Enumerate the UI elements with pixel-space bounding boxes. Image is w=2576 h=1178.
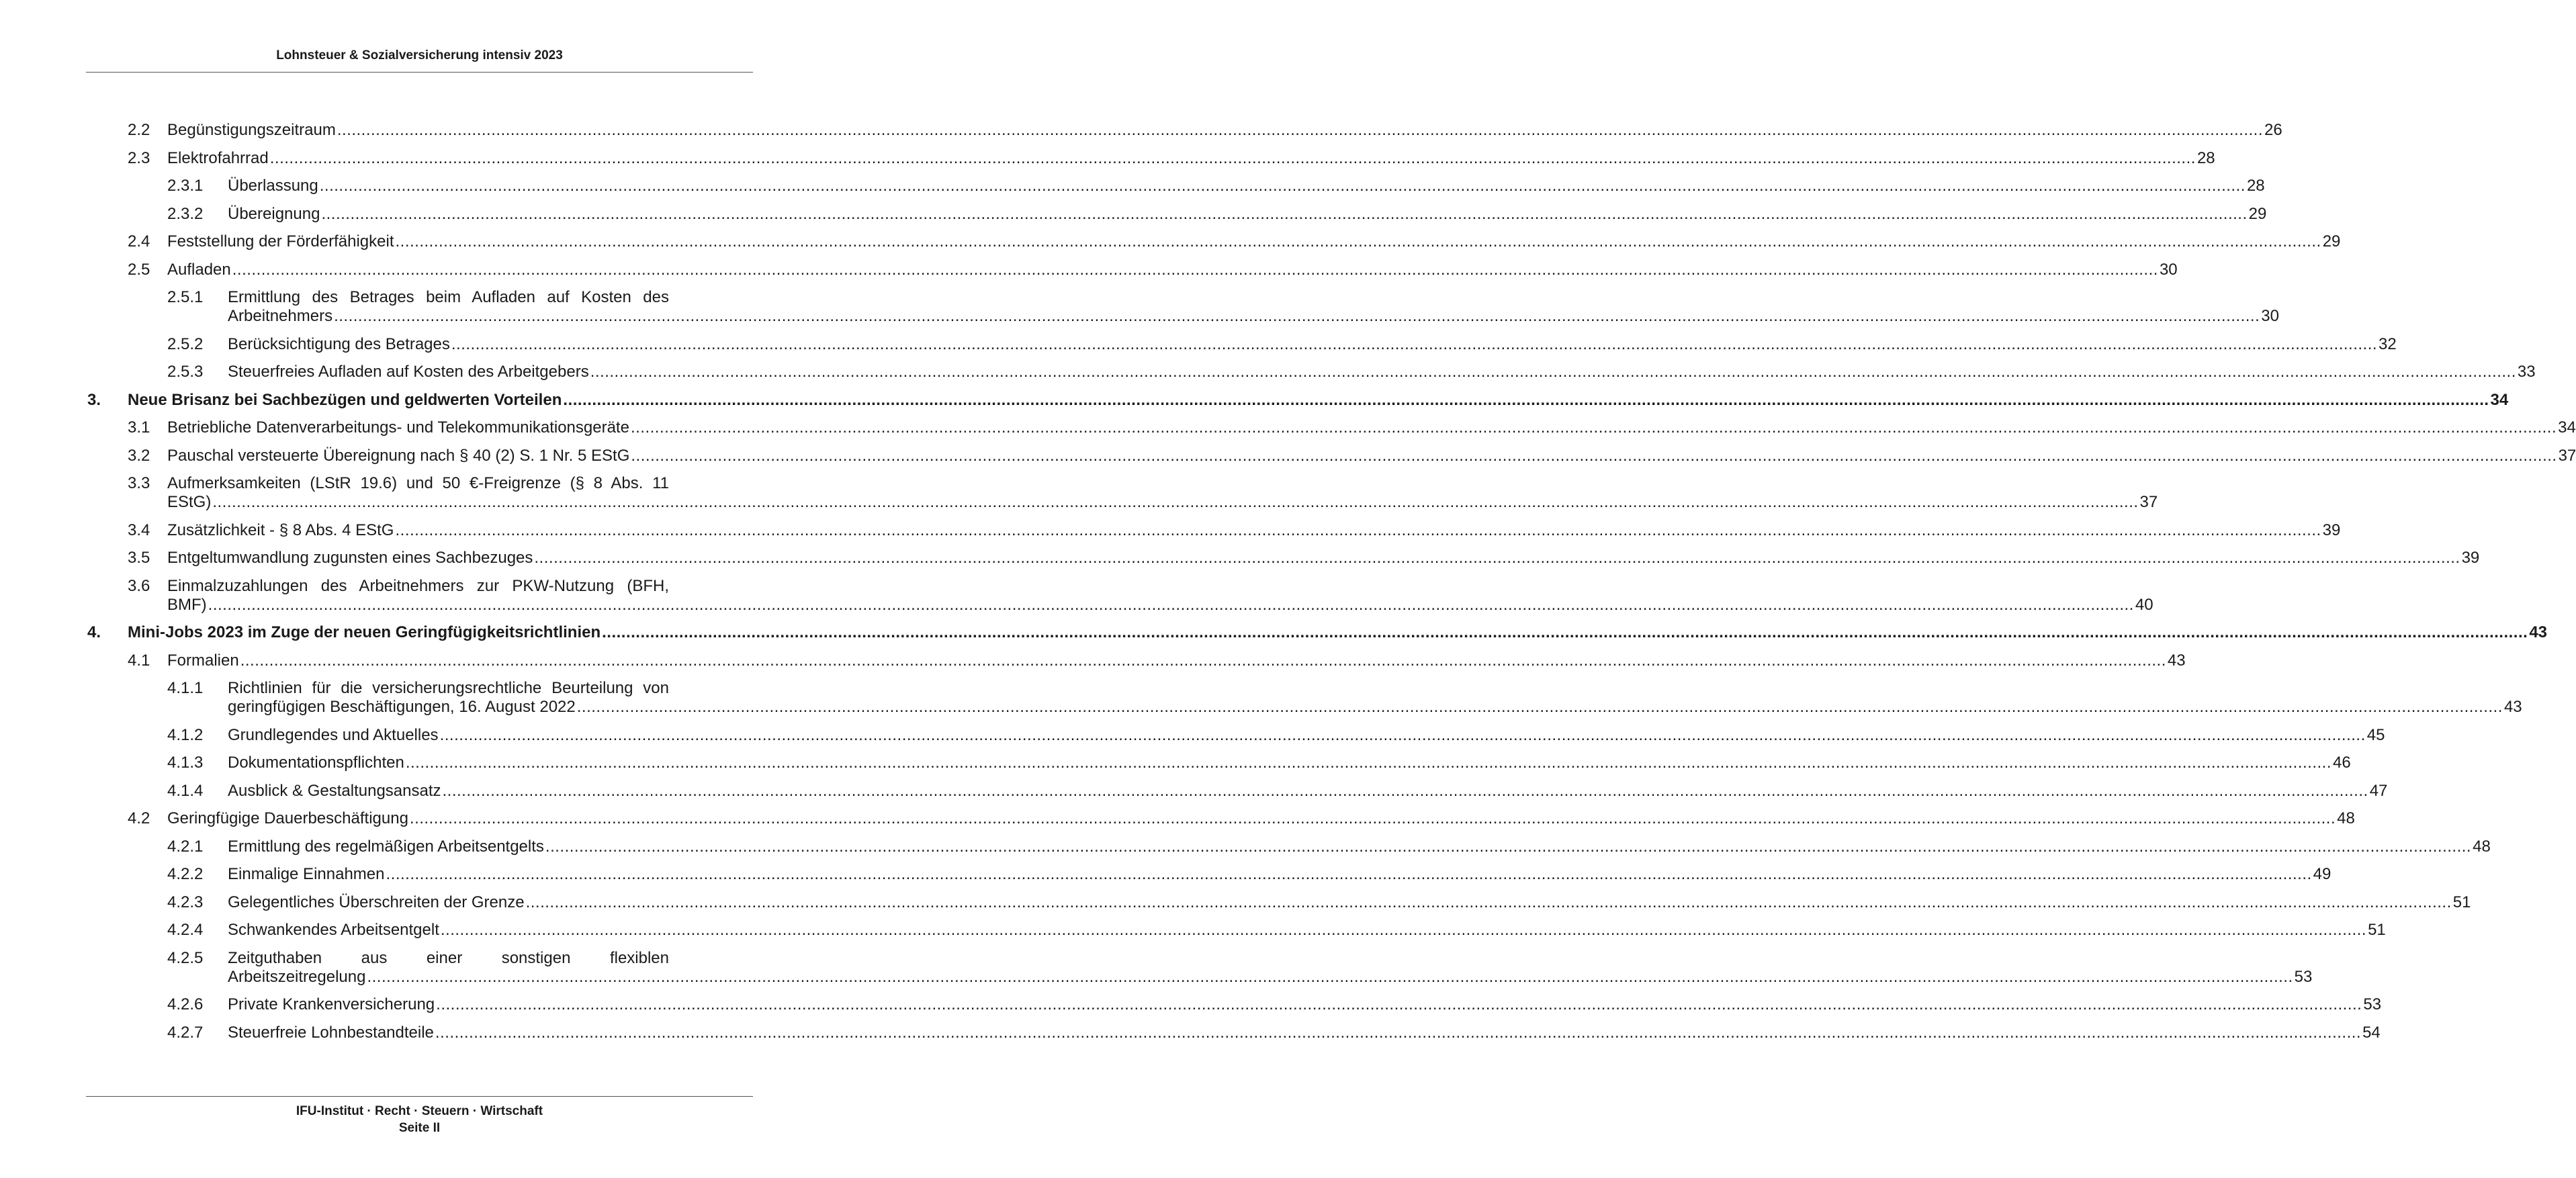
toc-dot-leader: ................................................................................................................................................................................................................................................................................................................................................................................................................ — [240, 651, 2166, 670]
toc-entry-title: Richtlinien für die versicherungsrechtliche Beurteilung von — [228, 679, 669, 697]
toc-entry-number: 4.2.1 — [167, 837, 204, 856]
toc-entry-number: 4.2.3 — [167, 893, 204, 911]
toc-entry-title-continued: BMF) — [167, 595, 207, 614]
toc-entry-page: 39 — [2322, 520, 2341, 539]
toc-entry-number: 4.2 — [128, 809, 150, 827]
toc-entry-page: 29 — [2322, 232, 2341, 251]
toc-entry-title: Zeitguthaben aus einer sonstigen flexiblen — [228, 948, 669, 967]
toc-entry-title: Entgeltumwandlung zugunsten eines Sachbezuges — [167, 549, 533, 567]
toc-dot-leader: ................................................................................................................................................................................................................................................................................................................................................................................................................ — [337, 121, 2264, 139]
toc-entry-number: 3.4 — [128, 520, 150, 539]
toc-entry-page: 47 — [2369, 781, 2388, 800]
toc-entry-title: Elektrofahrrad — [167, 148, 269, 167]
toc-dot-leader: ................................................................................................................................................................................................................................................................................................................................................................................................................ — [631, 446, 2557, 465]
toc-dot-leader: ................................................................................................................................................................................................................................................................................................................................................................................................................ — [212, 493, 2139, 511]
toc-dot-leader: ................................................................................................................................................................................................................................................................................................................................................................................................................ — [602, 623, 2528, 641]
toc-entry-number: 3.1 — [128, 418, 150, 437]
toc-entry-number: 3. — [87, 390, 101, 409]
toc-entry-page: 30 — [2261, 307, 2279, 325]
toc-entry-title: Steuerfreies Aufladen auf Kosten des Arbeitgebers — [228, 363, 589, 381]
toc-dot-leader: ................................................................................................................................................................................................................................................................................................................................................................................................................ — [442, 781, 2368, 800]
toc-entry-page: 49 — [2313, 865, 2331, 883]
toc-dot-leader: ................................................................................................................................................................................................................................................................................................................................................................................................................ — [395, 232, 2321, 251]
toc-entry-number: 4.2.4 — [167, 921, 204, 939]
toc-entry-title: Ausblick & Gestaltungsansatz — [228, 781, 441, 800]
toc-dot-leader: ................................................................................................................................................................................................................................................................................................................................................................................................................ — [232, 260, 2158, 279]
toc-entry-number: 4. — [87, 623, 101, 641]
toc-entry-number: 2.5.3 — [167, 363, 204, 381]
toc-dot-leader: ................................................................................................................................................................................................................................................................................................................................................................................................................ — [319, 177, 2246, 195]
toc-entry-title: Feststellung der Förderfähigkeit — [167, 232, 394, 251]
toc-entry-page: 43 — [2503, 698, 2522, 716]
toc-entry-title: Mini-Jobs 2023 im Zuge der neuen Geringfügigkeitsrichtlinien — [128, 623, 601, 641]
toc-dot-leader: ................................................................................................................................................................................................................................................................................................................................................................................................................ — [440, 921, 2367, 939]
toc-entry-page: 53 — [2363, 995, 2382, 1013]
toc-entry-number: 4.2.2 — [167, 865, 204, 883]
toc-entry-title: Ermittlung des regelmäßigen Arbeitsentgelts — [228, 837, 544, 856]
toc-entry-page: 51 — [2368, 921, 2386, 939]
toc-entry-title: Einmalige Einnahmen — [228, 865, 385, 883]
toc-dot-leader: ................................................................................................................................................................................................................................................................................................................................................................................................................ — [534, 549, 2460, 567]
toc-dot-leader: ................................................................................................................................................................................................................................................................................................................................................................................................................ — [386, 865, 2312, 883]
toc-dot-leader: ................................................................................................................................................................................................................................................................................................................................................................................................................ — [409, 809, 2336, 827]
toc-entry-page: 34 — [2558, 418, 2576, 437]
toc-dot-leader: ................................................................................................................................................................................................................................................................................................................................................................................................................ — [436, 995, 2362, 1013]
running-footer — [86, 1103, 753, 1136]
toc-entry-page: 40 — [2135, 595, 2153, 614]
toc-entry-title: Dokumentationspflichten — [228, 754, 404, 772]
toc-entry-page: 45 — [2366, 725, 2385, 744]
toc-entry-page: 46 — [2333, 754, 2351, 772]
toc-dot-leader: ................................................................................................................................................................................................................................................................................................................................................................................................................ — [590, 363, 2516, 381]
toc-entry-title: Private Krankenversicherung — [228, 995, 435, 1013]
running-header: Lohnsteuer & Sozialversicherung intensiv 2023 — [276, 48, 563, 62]
toc-entry-page: 54 — [2362, 1023, 2381, 1042]
toc-entry-title: Neue Brisanz bei Sachbezügen und geldwerten Vorteilen — [128, 390, 562, 409]
toc-entry-page: 48 — [2473, 837, 2491, 856]
toc-dot-leader: ................................................................................................................................................................................................................................................................................................................................................................................................................ — [451, 334, 2378, 353]
toc-entry-page: 51 — [2452, 893, 2471, 911]
toc-entry-title: Formalien — [167, 651, 239, 670]
toc-entry-title: Aufmerksamkeiten (LStR 19.6) und 50 €-Freigrenze (§ 8 Abs. 11 — [167, 474, 669, 492]
toc-entry-number: 2.2 — [128, 121, 150, 139]
toc-entry-title: Betriebliche Datenverarbeitungs- und Telekommunikationsgeräte — [167, 418, 629, 437]
toc-dot-leader: ................................................................................................................................................................................................................................................................................................................................................................................................................ — [576, 698, 2503, 716]
toc-dot-leader: ................................................................................................................................................................................................................................................................................................................................................................................................................ — [439, 725, 2366, 744]
toc-entry-page: 39 — [2461, 549, 2480, 567]
toc-entry-title: Überlassung — [228, 177, 318, 195]
toc-entry-number: 4.2.7 — [167, 1023, 204, 1042]
toc-entry-page: 33 — [2517, 363, 2536, 381]
toc-entry-page: 28 — [2246, 177, 2265, 195]
toc-dot-leader: ................................................................................................................................................................................................................................................................................................................................................................................................................ — [334, 307, 2260, 325]
toc-entry-number: 3.2 — [128, 446, 150, 465]
toc-entry-page: 43 — [2529, 623, 2548, 641]
toc-entry-page: 34 — [2490, 390, 2509, 409]
toc-entry-number: 2.4 — [128, 232, 150, 251]
toc-entry-title-continued: Arbeitszeitregelung — [228, 967, 366, 986]
toc-entry-title: Pauschal versteuerte Übereignung nach § 40 (2) S. 1 Nr. 5 EStG — [167, 446, 630, 465]
footer-publisher: IFU-Institut · Recht · Steuern · Wirtschaft — [296, 1104, 543, 1118]
toc-entry-title: Aufladen — [167, 260, 231, 279]
toc-entry-title: Begünstigungszeitraum — [167, 121, 336, 139]
toc-entry-page: 53 — [2294, 967, 2313, 986]
toc-entry-title: Schwankendes Arbeitsentgelt — [228, 921, 439, 939]
toc-entry-number: 3.3 — [128, 474, 150, 492]
footer-divider — [86, 1096, 753, 1097]
toc-entry-number: 2.3.2 — [167, 204, 204, 223]
toc-entry-title: Übereignung — [228, 204, 320, 223]
toc-entry-page: 37 — [2139, 493, 2158, 511]
toc-dot-leader: ................................................................................................................................................................................................................................................................................................................................................................................................................ — [435, 1023, 2362, 1042]
toc-entry-title: Steuerfreie Lohnbestandteile — [228, 1023, 434, 1042]
toc-entry-page: 48 — [2337, 809, 2355, 827]
toc-entry-title: Einmalzuzahlungen des Arbeitnehmers zur PKW-Nutzung (BFH, — [167, 576, 669, 595]
toc-dot-leader: ................................................................................................................................................................................................................................................................................................................................................................................................................ — [525, 893, 2452, 911]
toc-entry-number: 4.1.2 — [167, 725, 204, 744]
toc-entry-page: 29 — [2248, 204, 2267, 223]
toc-entry-title: Geringfügige Dauerbeschäftigung — [167, 809, 408, 827]
toc-entry-number: 4.1 — [128, 651, 150, 670]
toc-entry-number: 4.1.4 — [167, 781, 204, 800]
toc-entry-title: Zusätzlichkeit - § 8 Abs. 4 EStG — [167, 520, 394, 539]
toc-entry-page: 37 — [2558, 446, 2576, 465]
toc-dot-leader: ................................................................................................................................................................................................................................................................................................................................................................................................................ — [563, 390, 2489, 409]
toc-entry-number: 2.5.2 — [167, 334, 204, 353]
toc-entry-number: 4.1.3 — [167, 754, 204, 772]
toc-entry-title: Berücksichtigung des Betrages — [228, 334, 450, 353]
header-divider — [86, 72, 753, 73]
footer-page-number: Seite II — [398, 1121, 441, 1135]
toc-dot-leader: ................................................................................................................................................................................................................................................................................................................................................................................................................ — [395, 520, 2321, 539]
toc-entry-number: 4.1.1 — [167, 679, 204, 697]
toc-entry-number: 2.5.1 — [167, 288, 204, 306]
toc-entry-page: 32 — [2379, 334, 2397, 353]
toc-entry-number: 2.3.1 — [167, 177, 204, 195]
toc-entry-page: 30 — [2159, 260, 2178, 279]
toc-dot-leader: ................................................................................................................................................................................................................................................................................................................................................................................................................ — [630, 418, 2557, 437]
toc-entry-number: 2.5 — [128, 260, 150, 279]
toc-entry-number: 4.2.5 — [167, 948, 204, 967]
toc-entry-page: 43 — [2167, 651, 2186, 670]
toc-entry-title-continued: geringfügigen Beschäftigungen, 16. August 2022 — [228, 698, 576, 716]
toc-entry-title: Ermittlung des Betrages beim Aufladen auf Kosten des — [228, 288, 669, 306]
toc-entry-number: 2.3 — [128, 148, 150, 167]
toc-entry-number: 4.2.6 — [167, 995, 204, 1013]
toc-entry-number: 3.6 — [128, 576, 150, 595]
toc-entry-title-continued: Arbeitnehmers — [228, 307, 333, 325]
toc-dot-leader: ................................................................................................................................................................................................................................................................................................................................................................................................................ — [208, 595, 2134, 614]
toc-entry-title-continued: EStG) — [167, 493, 212, 511]
toc-entry-title: Grundlegendes und Aktuelles — [228, 725, 439, 744]
toc-dot-leader: ................................................................................................................................................................................................................................................................................................................................................................................................................ — [405, 754, 2332, 772]
toc-dot-leader: ................................................................................................................................................................................................................................................................................................................................................................................................................ — [545, 837, 2472, 856]
toc-entry-title: Gelegentliches Überschreiten der Grenze — [228, 893, 525, 911]
toc-entry-page: 28 — [2196, 148, 2215, 167]
toc-dot-leader: ................................................................................................................................................................................................................................................................................................................................................................................................................ — [269, 148, 2196, 167]
toc-dot-leader: ................................................................................................................................................................................................................................................................................................................................................................................................................ — [321, 204, 2248, 223]
toc-entry-number: 3.5 — [128, 549, 150, 567]
toc-dot-leader: ................................................................................................................................................................................................................................................................................................................................................................................................................ — [367, 967, 2293, 986]
toc-entry-page: 26 — [2264, 121, 2282, 139]
